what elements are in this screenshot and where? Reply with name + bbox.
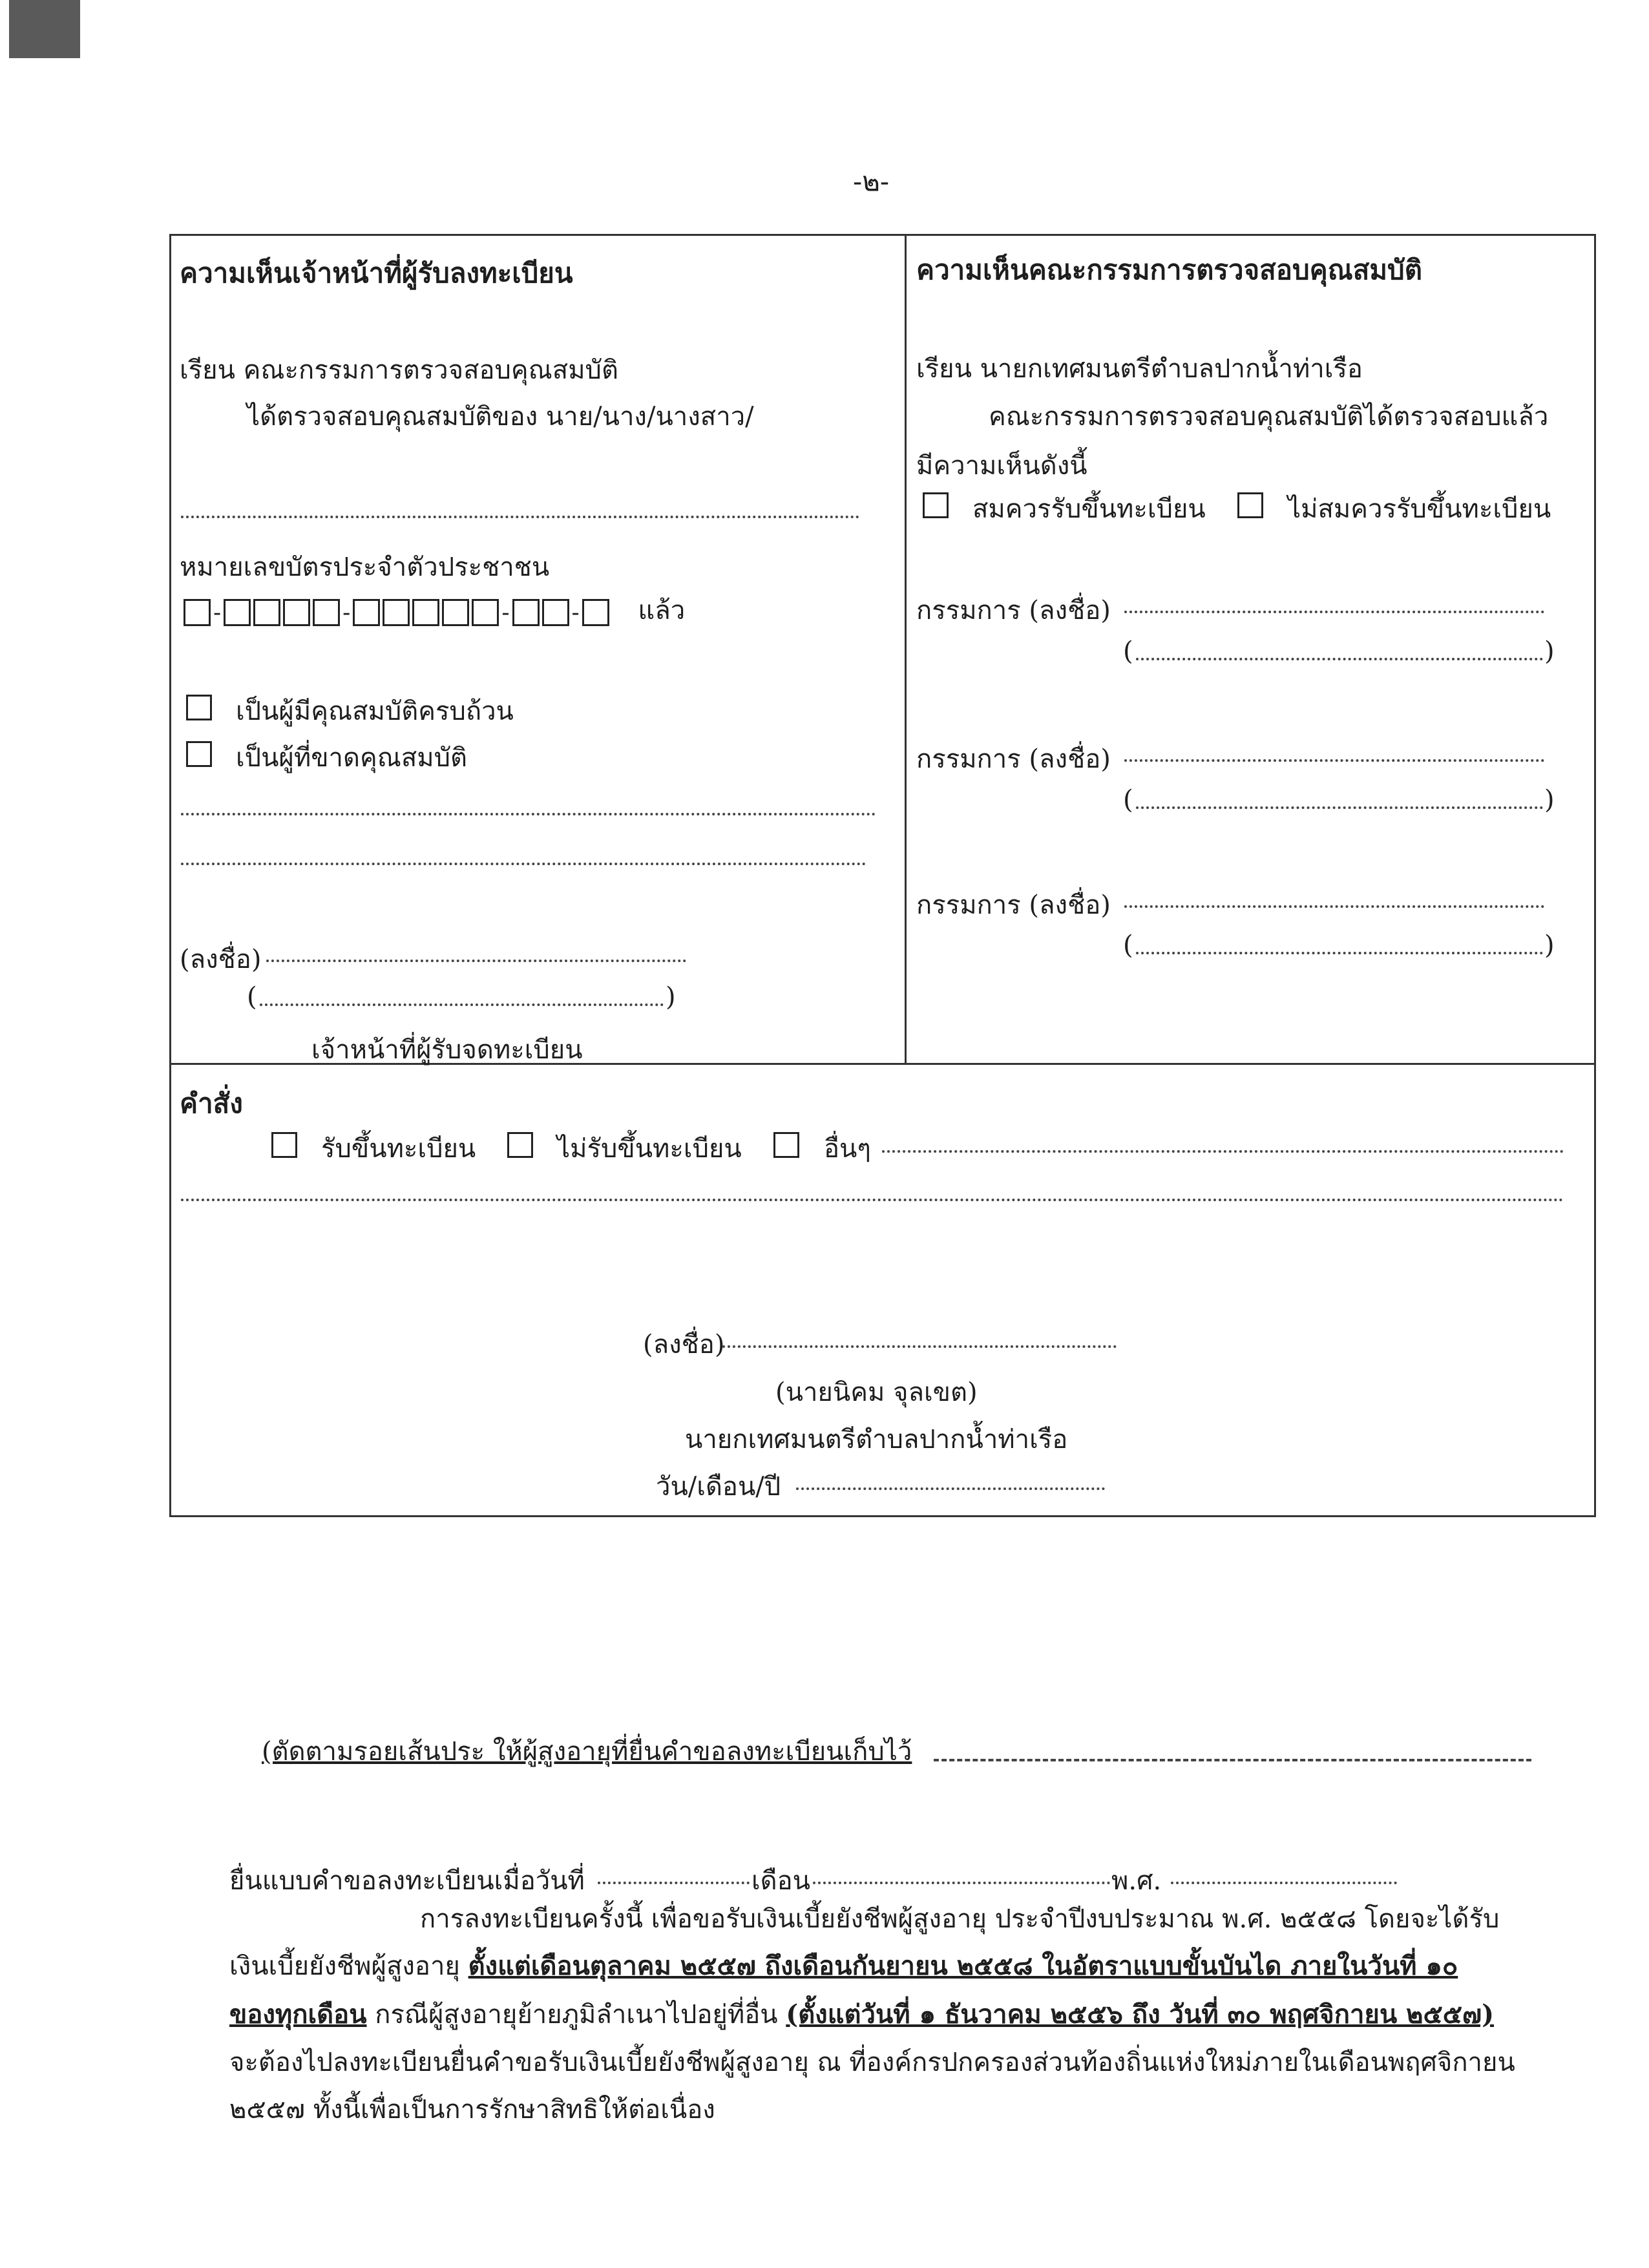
id-digit-box[interactable] [412, 599, 439, 626]
receipt-month-line[interactable] [813, 1882, 1110, 1884]
unqualified-label: เป็นผู้ที่ขาดคุณสมบัติ [236, 743, 468, 773]
officer-opinion-header: ความเห็นเจ้าหน้าที่ผู้รับลงทะเบียน [180, 257, 573, 289]
committee-salutation: เรียน นายกเทศมนตรีตำบลปากน้ำท่าเรือ [916, 354, 1363, 384]
id-digit-box[interactable] [253, 599, 280, 626]
decline-checkbox[interactable] [507, 1132, 533, 1158]
id-digit-box[interactable] [224, 599, 251, 626]
order-sign-label: (ลงชื่อ) [643, 1330, 725, 1360]
column-divider [905, 234, 907, 1064]
committee-1-signature-line[interactable] [1124, 611, 1544, 613]
committee-1-name-line[interactable] [1136, 658, 1543, 660]
id-digit-box[interactable] [542, 599, 569, 626]
officer-remark-line-2[interactable] [181, 863, 866, 865]
officer-salutation: เรียน คณะกรรมการตรวจสอบคุณสมบัติ [180, 355, 618, 385]
order-remark-line[interactable] [181, 1199, 1564, 1201]
order-header: คำสั่ง [180, 1087, 243, 1119]
id-digit-box[interactable] [472, 599, 499, 626]
scan-corner-mark [9, 0, 80, 58]
committee-3-paren-open: ( [1123, 930, 1133, 960]
receipt-month-label: เดือน [751, 1866, 811, 1896]
approve-label: สมควรรับขึ้นทะเบียน [972, 494, 1206, 524]
receipt-paragraph-line-1: การลงทะเบียนครั้งนี้ เพื่อขอรับเงินเบี้ยยังชีพผู้สูงอายุ ประจำปีงบประมาณ พ.ศ. ๒๕๕๘ โดยจะได้รับ [420, 1904, 1500, 1934]
committee-1-label: กรรมการ (ลงชื่อ) [916, 596, 1111, 625]
receipt-p3-emphasis-a: ของทุกเดือน [229, 1999, 367, 2030]
id-number-field[interactable] [182, 589, 685, 631]
committee-2-signature-line[interactable] [1124, 759, 1544, 762]
receipt-paragraph-line-4: จะต้องไปลงทะเบียนยื่นคำขอรับเงินเบี้ยยังชีพผู้สูงอายุ ณ ที่องค์กรปกครองส่วนท้องถิ่นแห่งใหม่ภายในเดือนพฤศจิกายน [229, 2048, 1515, 2077]
id-dash: - [571, 599, 580, 626]
reject-checkbox[interactable] [1237, 492, 1263, 518]
id-digit-box[interactable] [582, 599, 609, 626]
id-digit-box[interactable] [383, 599, 410, 626]
approve-checkbox[interactable] [923, 492, 949, 518]
cut-dashed-line [934, 1759, 1531, 1761]
receipt-day-line[interactable] [598, 1882, 750, 1884]
receipt-paragraph-line-3 [229, 1999, 1495, 2030]
receipt-paragraph-line-2 [229, 1953, 1458, 1979]
officer-paren-close: ) [666, 982, 676, 1012]
officer-sign-label: (ลงชื่อ) [180, 945, 262, 974]
id-dash: - [501, 599, 510, 626]
id-dash: - [213, 599, 222, 626]
applicant-name-line[interactable] [181, 516, 859, 518]
committee-check-text: คณะกรรมการตรวจสอบคุณสมบัติได้ตรวจสอบแล้ว [989, 402, 1549, 432]
unqualified-checkbox[interactable] [186, 741, 212, 767]
decline-label: ไม่รับขึ้นทะเบียน [557, 1134, 742, 1164]
receipt-year-line[interactable] [1171, 1882, 1397, 1884]
qualified-checkbox[interactable] [186, 695, 212, 720]
id-digit-box[interactable] [353, 599, 380, 626]
other-checkbox[interactable] [773, 1132, 799, 1158]
committee-opinion-text: มีความเห็นดังนี้ [916, 451, 1087, 481]
id-card-label: หมายเลขบัตรประจำตัวประชาชน [180, 552, 550, 582]
officer-signature-line[interactable] [266, 960, 686, 962]
committee-3-signature-line[interactable] [1124, 905, 1544, 908]
committee-2-name-line[interactable] [1136, 806, 1543, 809]
receipt-p2-emphasis: ตั้งแต่เดือนตุลาคม ๒๕๕๗ ถึงเดือนกันยายน ๒๕๕๘ ในอัตราแบบขั้นบันได ภายในวันที่ ๑๐ [468, 1951, 1458, 1981]
id-digit-box[interactable] [313, 599, 340, 626]
id-suffix-text: แล้ว [638, 596, 686, 625]
reject-label: ไม่สมควรรับขึ้นทะเบียน [1288, 494, 1551, 524]
committee-1-paren-open: ( [1123, 636, 1133, 666]
cut-instruction: (ตัดตามรอยเส้นประ ให้ผู้สูงอายุที่ยื่นคำขอลงทะเบียนเก็บไว้ [262, 1737, 912, 1767]
committee-2-paren-open: ( [1123, 785, 1133, 815]
qualified-label: เป็นผู้มีคุณสมบัติครบถ้วน [236, 697, 514, 726]
id-digit-box[interactable] [184, 599, 211, 626]
officer-remark-line-1[interactable] [181, 813, 876, 815]
committee-3-name-line[interactable] [1136, 952, 1543, 954]
receipt-paragraph-line-5: ๒๕๕๗ ทั้งนี้เพื่อเป็นการรักษาสิทธิให้ต่อเนื่อง [229, 2095, 715, 2125]
officer-paren-open: ( [247, 982, 257, 1012]
receipt-p3-emphasis-b: (ตั้งแต่วันที่ ๑ ธันวาคม ๒๕๕๖ ถึง วันที่ ๓๐ พฤศจิกายน ๒๕๕๗) [786, 1999, 1495, 2030]
order-date-label: วัน/เดือน/ปี [656, 1472, 781, 1502]
committee-opinion-header: ความเห็นคณะกรรมการตรวจสอบคุณสมบัติ [916, 254, 1422, 286]
receipt-p2-text: เงินเบี้ยยังชีพผู้สูงอายุ [229, 1951, 468, 1981]
officer-title: เจ้าหน้าที่ผู้รับจดทะเบียน [311, 1035, 583, 1065]
receipt-year-label: พ.ศ. [1111, 1866, 1162, 1896]
receipt-date-label: ยื่นแบบคำขอลงทะเบียนเมื่อวันที่ [229, 1866, 585, 1896]
page-number: -๒- [853, 165, 890, 197]
accept-label: รับขึ้นทะเบียน [321, 1134, 476, 1164]
mayor-signature-line[interactable] [722, 1345, 1117, 1348]
accept-checkbox[interactable] [271, 1132, 297, 1158]
officer-check-text: ได้ตรวจสอบคุณสมบัติของ นาย/นาง/นางสาว/ [247, 402, 754, 432]
other-detail-line[interactable] [882, 1150, 1564, 1153]
mayor-name: (นายนิคม จุลเขต) [775, 1378, 978, 1407]
committee-1-paren-close: ) [1544, 636, 1555, 666]
id-digit-box[interactable] [442, 599, 469, 626]
id-digit-box[interactable] [512, 599, 540, 626]
order-date-line[interactable] [796, 1487, 1105, 1490]
mayor-title: นายกเทศมนตรีตำบลปากน้ำท่าเรือ [685, 1425, 1068, 1454]
committee-3-paren-close: ) [1544, 930, 1555, 960]
receipt-p3-text: กรณีผู้สูงอายุย้ายภูมิลำเนาไปอยู่ที่อื่น [366, 2000, 786, 2030]
committee-2-label: กรรมการ (ลงชื่อ) [916, 744, 1111, 774]
id-dash: - [342, 599, 351, 626]
committee-3-label: กรรมการ (ลงชื่อ) [916, 890, 1111, 920]
committee-2-paren-close: ) [1544, 785, 1555, 815]
id-digit-box[interactable] [283, 599, 310, 626]
other-label: อื่นๆ [824, 1134, 871, 1164]
officer-name-line[interactable] [260, 1003, 664, 1006]
